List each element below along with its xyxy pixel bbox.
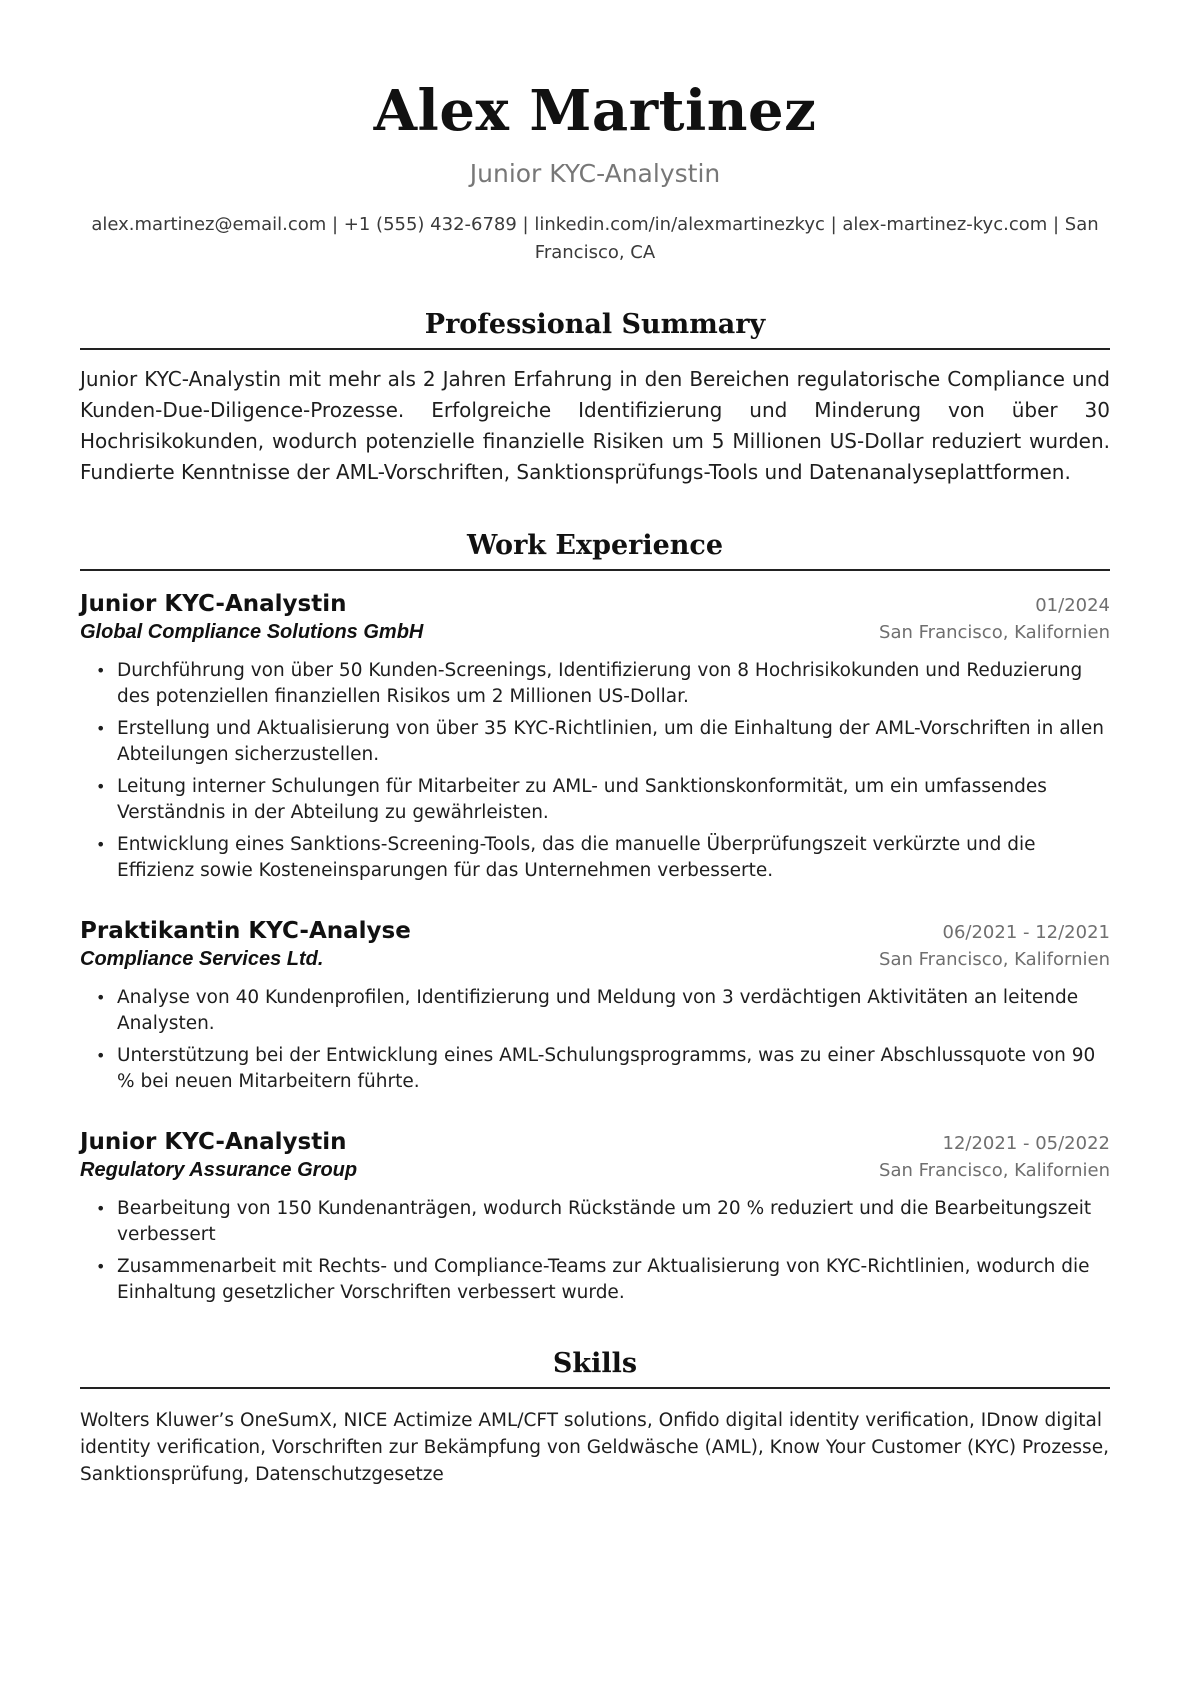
job-company: Global Compliance Solutions GmbH <box>80 621 424 644</box>
job-bullet <box>80 1254 1110 1306</box>
job-bullet <box>80 658 1110 710</box>
job-bullet-list <box>80 658 1110 884</box>
job-bullet <box>80 1043 1110 1095</box>
job-location: San Francisco, Kalifornien <box>879 1160 1110 1182</box>
job-bullet-list <box>80 1196 1110 1306</box>
job-bullet-text: Analyse von 40 Kundenprofilen, Identifizierung und Meldung von 3 verdächtigen Aktivitäten an leitende Analysten. <box>117 987 1079 1035</box>
job-bullet <box>80 985 1110 1037</box>
skills-section-title: Skills <box>80 1346 1110 1389</box>
experience-section-title: Work Experience <box>80 528 1110 571</box>
bullet-dot-icon: • <box>96 777 106 797</box>
job-bullet <box>80 832 1110 884</box>
skills-text: Wolters Kluwer’s OneSumX, NICE Actimize AML/CFT solutions, Onfido digital identity verification, IDnow digital identity verification, Vorschriften zur Bekämpfung von Geldwäsche (AML), Know Your Customer (KYC) Prozesse, Sanktionsprüfung, Datenschutzgesetze <box>80 1410 1109 1486</box>
bullet-dot-icon: • <box>96 661 106 681</box>
job-bullet-text: Entwicklung eines Sanktions-Screening-Tools, das die manuelle Überprüfungszeit verkürzte und die Effizienz sowie Kosteneinsparungen für das Unternehmen verbesserte. <box>117 834 1036 882</box>
bullet-dot-icon: • <box>96 1046 106 1066</box>
job-date: 12/2021 - 05/2022 <box>942 1133 1110 1155</box>
job-entry <box>80 1129 1110 1306</box>
job-title: Praktikantin KYC-Analyse <box>80 918 411 945</box>
job-entry <box>80 591 1110 884</box>
job-date: 01/2024 <box>1035 595 1110 617</box>
job-bullet <box>80 1196 1110 1248</box>
job-bullet <box>80 716 1110 768</box>
bullet-dot-icon: • <box>96 1257 106 1277</box>
bullet-dot-icon: • <box>96 1199 106 1219</box>
experience-section <box>80 528 1110 1306</box>
job-title: Junior KYC-Analystin <box>80 591 347 618</box>
job-location: San Francisco, Kalifornien <box>879 622 1110 644</box>
contact-line: alex.martinez@email.com | +1 (555) 432-6789 | linkedin.com/in/alexmartinezkyc | alex-martinez-kyc.com | San Francisco, CA <box>91 214 1099 264</box>
job-location: San Francisco, Kalifornien <box>879 949 1110 971</box>
job-entry <box>80 918 1110 1095</box>
candidate-headline: Junior KYC-Analystin <box>469 159 721 189</box>
job-bullet-text: Bearbeitung von 150 Kundenanträgen, wodurch Rückstände um 20 % reduziert und die Bearbeitungszeit verbessert <box>117 1198 1092 1246</box>
job-bullet-list <box>80 985 1110 1095</box>
resume-page <box>80 78 1110 1488</box>
bullet-dot-icon: • <box>96 835 106 855</box>
job-company: Regulatory Assurance Group <box>80 1159 358 1182</box>
candidate-name: Alex Martinez <box>373 78 817 144</box>
skills-section <box>80 1346 1110 1488</box>
bullet-dot-icon: • <box>96 988 106 1008</box>
job-company: Compliance Services Ltd. <box>80 948 324 971</box>
summary-section <box>80 307 1110 488</box>
job-bullet-text: Erstellung und Aktualisierung von über 35 KYC-Richtlinien, um die Einhaltung der AML-Vorschriften in allen Abteilungen sicherzustellen. <box>117 718 1104 766</box>
job-date: 06/2021 - 12/2021 <box>942 922 1110 944</box>
job-bullet-text: Durchführung von über 50 Kunden-Screenings, Identifizierung von 8 Hochrisikokunden und Reduzierung des potenziellen finanziellen Risikos um 2 Millionen US-Dollar. <box>117 660 1083 708</box>
summary-section-title: Professional Summary <box>80 307 1110 350</box>
job-bullet-text: Zusammenarbeit mit Rechts- und Compliance-Teams zur Aktualisierung von KYC-Richtlinien, wodurch die Einhaltung gesetzlicher Vorschriften verbessert wurde. <box>117 1256 1090 1304</box>
summary-text: Junior KYC-Analystin mit mehr als 2 Jahren Erfahrung in den Bereichen regulatorische Compliance und Kunden-Due-Diligence-Prozesse. Erfolgreiche Identifizierung und Minderung von über 30 Hochrisikokunden, wodurch potenzielle finanzielle Risiken um 5 Millionen US-Dollar reduziert wurden. Fundierte Kenntnisse der AML-Vorschriften, Sanktionsprüfungs-Tools und Datenanalyseplattformen. <box>80 367 1110 485</box>
job-bullet-text: Unterstützung bei der Entwicklung eines AML-Schulungsprogramms, was zu einer Abschlussquote von 90 % bei neuen Mitarbeitern führte. <box>117 1045 1096 1093</box>
job-title: Junior KYC-Analystin <box>80 1129 347 1156</box>
job-bullet-text: Leitung interner Schulungen für Mitarbeiter zu AML- und Sanktionskonformität, um ein umfassendes Verständnis in der Abteilung zu gewährleisten. <box>117 776 1047 824</box>
job-bullet <box>80 774 1110 826</box>
bullet-dot-icon: • <box>96 719 106 739</box>
